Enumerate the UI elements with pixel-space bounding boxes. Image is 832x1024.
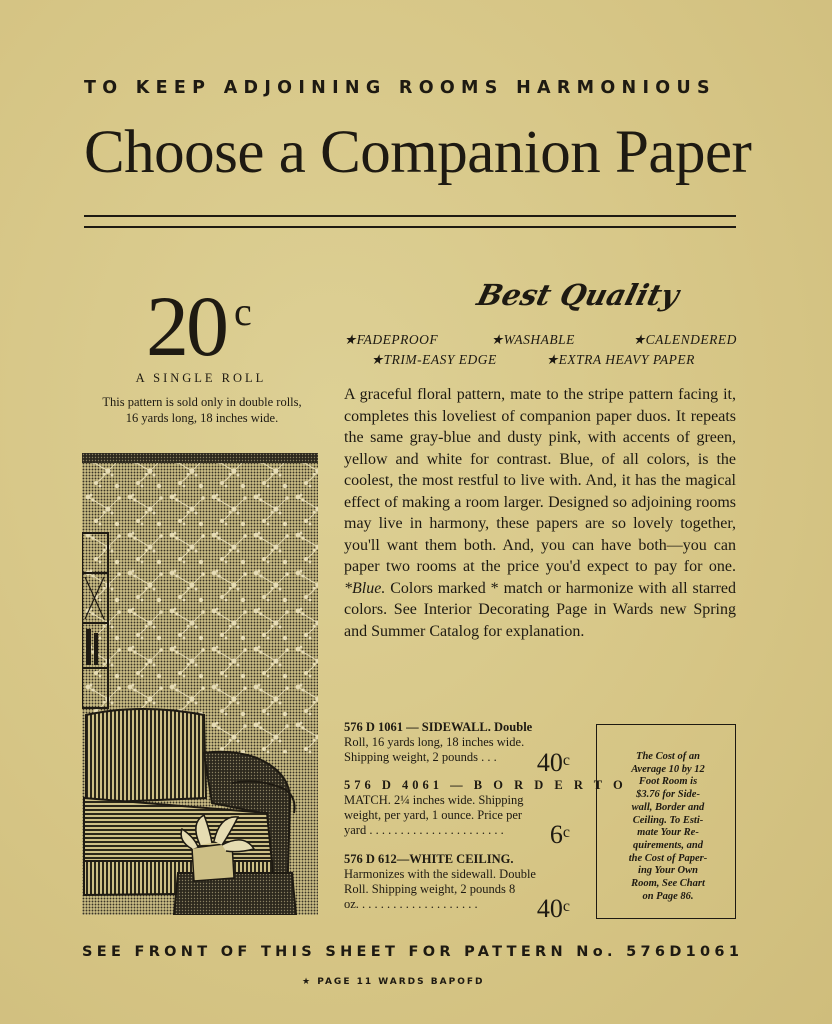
feature-extra-heavy-paper: ★EXTRA HEAVY PAPER xyxy=(546,352,695,367)
roll-price-amount: 20 xyxy=(146,278,226,374)
cost-info-line: quirements, and xyxy=(632,839,703,851)
feature-calendered: ★CALENDERED xyxy=(633,332,737,347)
divider-thick xyxy=(84,215,736,217)
cost-info-text xyxy=(611,751,725,903)
cost-info-line: The Cost of an xyxy=(636,751,700,762)
divider-thin xyxy=(84,226,736,228)
order-item-line: 576 D 612—WHITE CEILING. xyxy=(344,852,514,866)
pattern-reference: SEE FRONT OF THIS SHEET FOR PATTERN No. 576D1061 xyxy=(82,944,744,960)
feature-fadeproof: ★FADEPROOF xyxy=(344,332,439,347)
feature-trim-easy-edge: ★TRIM-EASY EDGE xyxy=(371,352,497,367)
page-title: Choose a Companion Paper xyxy=(84,119,752,186)
order-item-line: oz. . . . . . . . . . . . . . . . . . . . xyxy=(344,897,478,911)
order-price-unit: c xyxy=(562,898,570,915)
order-item-price xyxy=(537,750,570,776)
roll-price-unit: c xyxy=(234,289,252,334)
order-item-line: 576 D 1061 — SIDEWALL. Double xyxy=(344,720,533,734)
order-item-line: yard . . . . . . . . . . . . . . . . . . . . . . xyxy=(344,823,504,837)
order-item-line: Roll, 16 yards long, 18 inches wide. xyxy=(344,735,525,749)
page-footer: ★ PAGE 11 WARDS BAPOFD xyxy=(302,977,485,987)
cost-info-line: mate Your Re- xyxy=(637,827,699,839)
order-item-line: 576 D 4061 — B O R D E R T O xyxy=(344,778,627,792)
sold-note-line: 16 yards long, 18 inches wide. xyxy=(125,411,279,425)
cost-info-line: $3.76 for Side- xyxy=(636,789,700,801)
sold-note-line: This pattern is sold only in double rolls, xyxy=(102,395,302,409)
single-roll-label: A SINGLE ROLL xyxy=(135,371,267,385)
order-item-line: Shipping weight, 2 pounds . . . xyxy=(344,750,497,764)
headline-kicker: TO KEEP ADJOINING ROOMS HARMONIOUS xyxy=(84,78,716,98)
product-description xyxy=(344,384,736,642)
cost-info-line: Ceiling. To Esti- xyxy=(632,814,704,826)
wallpaper-room-illustration xyxy=(82,453,318,915)
roll-price xyxy=(146,278,252,374)
order-price-unit: c xyxy=(562,824,570,841)
order-item-sidewall xyxy=(344,720,570,776)
order-item-ceiling xyxy=(344,852,570,922)
cost-info-line: the Cost of Paper- xyxy=(628,852,708,864)
order-item-price xyxy=(550,822,570,848)
cost-info-line: on Page 86. xyxy=(642,890,694,902)
order-item-line: MATCH. 2¼ inches wide. Shipping xyxy=(344,793,524,807)
cost-info-line: Foot Room is xyxy=(638,776,698,788)
description-text: A graceful floral pattern, mate to the stripe pattern facing it, completes this loveliest of companion paper duos. It repeats the same gray-blue and dusty pink, with accents of green, yellow and white for contrast. Blue, of all colors, is the coolest, the most restful to live with. And, it has the magical effect of making a room larger. Designed so adjoining rooms may live in harmony, these papers are so lovely together, you'll want them both. And, you can have both—you can paper two rooms at the price you'd expect to pay for one. xyxy=(344,386,736,575)
order-price-amount: 6 xyxy=(549,820,563,849)
cost-info-line: Average 10 by 12 xyxy=(631,763,705,775)
order-item-border xyxy=(344,778,627,849)
description-color-name: *Blue. xyxy=(344,579,386,597)
order-price-amount: 40 xyxy=(536,748,563,777)
cost-info-line: Room, See Chart xyxy=(631,878,705,890)
cost-info-line: wall, Border and xyxy=(631,801,705,813)
sold-note xyxy=(82,394,322,426)
order-item-line: Roll. Shipping weight, 2 pounds 8 xyxy=(344,882,516,896)
best-quality-heading: Best Quality xyxy=(473,278,683,312)
order-price-unit: c xyxy=(562,752,570,769)
order-price-amount: 40 xyxy=(536,894,563,923)
order-item-line: weight, per yard, 1 ounce. Price per xyxy=(344,808,523,822)
order-item-price xyxy=(537,896,570,922)
cost-info-line: ing Your Own xyxy=(638,865,698,877)
cost-info-box xyxy=(596,724,736,919)
feature-washable: ★WASHABLE xyxy=(491,332,575,347)
room-illustration-svg xyxy=(82,453,318,915)
order-item-line: Harmonizes with the sidewall. Double xyxy=(344,867,536,881)
description-text: Colors marked * match or harmonize with all starred colors. See Interior Decorating Page in Wards new Spring and Summer Catalog for explanation. xyxy=(344,579,736,640)
